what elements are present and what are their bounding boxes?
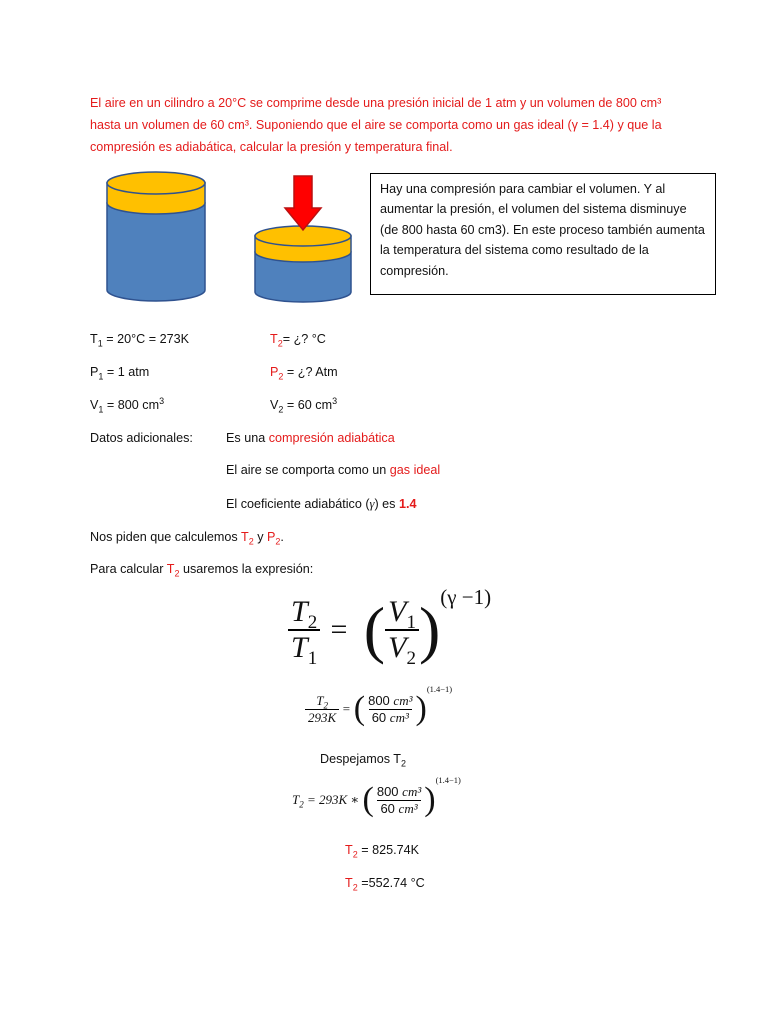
problem-line-2: hasta un volumen de 60 cm³. Suponiendo que el aire se comporta como un gas ideal (γ = 1.4) y que la — [90, 118, 662, 132]
method-statement: Para calcular $T_2$ usaremos la expresión: — [90, 562, 314, 579]
formula-main-ratio: $\frac{V_1}{V_2}$ — [385, 595, 419, 665]
cylinder-illustration — [98, 168, 358, 308]
additional-data-label: Datos adicionales: — [90, 431, 193, 445]
solve-label: Despejamos $T_2$ — [320, 752, 406, 769]
compression-arrow-icon — [285, 176, 321, 230]
result-kelvin: $T_2 = 825.74K$ — [345, 843, 419, 860]
additional-line-gamma: El coeficiente adiabático (γ) es 1.4 — [226, 497, 417, 511]
additional-line-ideal-gas: El aire se comporta como un gas ideal — [226, 463, 441, 477]
v1-value: $V_1 = 800$ $cm^3$ — [90, 395, 165, 415]
explanation-box — [370, 173, 716, 295]
cylinder-initial — [107, 172, 205, 301]
problem-line-1: El aire en un cilindro a 20°C se comprime desde una presión inicial de 1 atm y un volumen de 800 cm³ — [90, 96, 662, 110]
p2-unknown: $P_2$ = ¿? Atm — [270, 365, 338, 382]
problem-line-3: compresión es adiabática, calcular la presión y temperatura final. — [90, 140, 453, 154]
p1-value: $P_1 = 1$ atm — [90, 365, 150, 382]
additional-line-adiabatic: Es una compresión adiabática — [226, 431, 395, 445]
v2-value: $V_2 = 60$ $cm^3$ — [270, 395, 338, 415]
t2-unknown: $T_2=$ ¿? °C — [270, 332, 326, 349]
result-celsius: $T_2 =552.74$ °C — [345, 876, 425, 893]
formula-main-lhs: $\frac{T_2}{T_1}$ — [288, 595, 320, 665]
ask-statement: Nos piden que calculemos $T_2$ y $P_2$. — [90, 530, 284, 547]
formula-substituted: $\frac{T_2}{293K}$ = ( $\frac{\text{800 cm³}}{\text{60 cm³}}$ )$^{(1.4-1)}$ — [305, 690, 452, 728]
problem-statement — [90, 92, 680, 158]
formula-main: $\frac{T_2}{T_1}$ = ( $\frac{V_1}{V_2}$ )$^{(\gamma -1)}$ — [288, 593, 491, 667]
explanation-text: Hay una compresión para cambiar el volumen. Y al aumentar la presión, el volumen del sistema disminuye (de 800 hasta 60 cm3). En este proceso también aumenta la temperatura del sistema como resultado de la compresión. — [380, 182, 705, 278]
cylinder-compressed — [255, 226, 351, 302]
t1-value: $T_1 = 20^\circ C = 273K$ — [90, 332, 189, 349]
formula-solved: $T_2 = 293K$ ∗ ( $\frac{\text{800 cm³}}{\text{60 cm³}}$ )$^{(1.4-1)}$ — [292, 775, 461, 818]
